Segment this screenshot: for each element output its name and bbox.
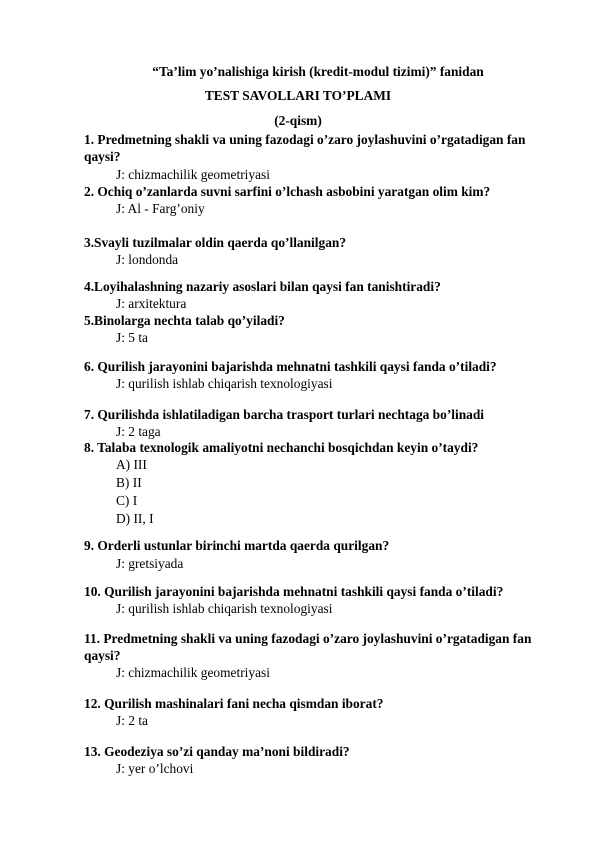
question-1: 1. Predmetning shakli va uning fazodagi o’zaro joylashuvini o’rgatadigan fan qaysi? bbox=[84, 132, 526, 164]
option-b: B) II bbox=[116, 475, 142, 490]
question-13: 13. Geodeziya so’zi qanday ma’noni bildiradi? bbox=[84, 744, 350, 759]
question-7: 7. Qurilishda ishlatiladigan barcha trasport turlari nechtaga bo’linadi bbox=[84, 407, 485, 422]
question-9: 9. Orderli ustunlar birinchi martda qaerda qurilgan? bbox=[84, 538, 390, 553]
document-title: TEST SAVOLLARI TO’PLAMI bbox=[204, 88, 392, 103]
answer-4: J: arxitektura bbox=[116, 296, 187, 311]
answer-12: J: 2 ta bbox=[116, 713, 148, 728]
answer-10: J: qurilish ishlab chiqarish texnologiyasi bbox=[116, 601, 333, 616]
subject-title: “Ta’lim yo’nalishiga kirish (kredit-modul tizimi)” fanidan bbox=[152, 64, 484, 79]
question-4: 4.Loyihalashning nazariy asoslari bilan qaysi fan tanishtiradi? bbox=[84, 279, 441, 294]
answer-3: J: londonda bbox=[116, 252, 179, 267]
answer-5: J: 5 ta bbox=[116, 330, 148, 345]
answer-2: J: Al - Farg’oniy bbox=[116, 201, 205, 216]
answer-1: J: chizmachilik geometriyasi bbox=[116, 167, 270, 182]
question-12: 12. Qurilish mashinalari fani necha qismdan iborat? bbox=[84, 696, 384, 711]
question-5: 5.Binolarga nechta talab qo’yiladi? bbox=[84, 313, 285, 328]
answer-6: J: qurilish ishlab chiqarish texnologiyasi bbox=[116, 376, 333, 391]
option-d: D) II, I bbox=[116, 511, 154, 526]
answer-7: J: 2 taga bbox=[116, 424, 161, 439]
document-part-label: (2-qism) bbox=[274, 113, 322, 128]
answer-9: J: gretsiyada bbox=[116, 556, 184, 571]
answer-11: J: chizmachilik geometriyasi bbox=[116, 665, 270, 680]
option-a: A) III bbox=[116, 457, 147, 472]
document-subject-line bbox=[0, 60, 596, 83]
question-6: 6. Qurilish jarayonini bajarishda mehnatni tashkili qaysi fanda o’tiladi? bbox=[84, 359, 497, 374]
question-8: 8. Talaba texnologik amaliyotni nechanchi bosqichdan keyin o’taydi? bbox=[84, 440, 479, 455]
answer-13: J: yer o’lchovi bbox=[116, 761, 194, 776]
option-c: C) I bbox=[116, 493, 138, 508]
question-3: 3.Svayli tuzilmalar oldin qaerda qo’llanilgan? bbox=[84, 235, 347, 250]
question-11: 11. Predmetning shakli va uning fazodagi o’zaro joylashuvini o’rgatadigan fan qaysi? bbox=[84, 631, 532, 663]
question-10: 10. Qurilish jarayonini bajarishda mehnatni tashkili qaysi fanda o’tiladi? bbox=[84, 584, 504, 599]
question-2: 2. Ochiq o’zanlarda suvni sarfini o’lchash asbobini yaratgan olim kim? bbox=[84, 184, 491, 199]
